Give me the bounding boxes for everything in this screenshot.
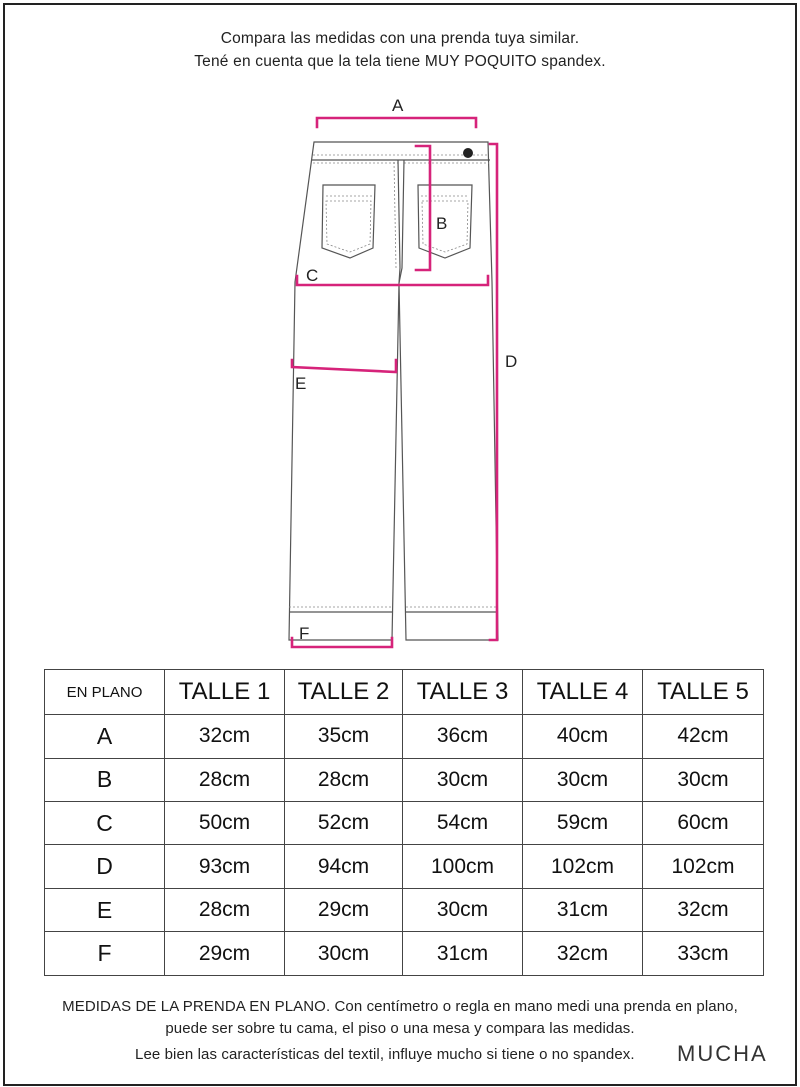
size-header: TALLE 1 — [165, 670, 285, 715]
table-cell: 50cm — [165, 802, 285, 845]
size-table — [44, 669, 764, 976]
size-table-header — [45, 670, 764, 715]
label-c: C — [306, 266, 319, 285]
row-label: B — [45, 758, 165, 801]
table-cell: 102cm — [643, 845, 764, 888]
label-d: D — [505, 352, 518, 371]
table-cell: 28cm — [165, 758, 285, 801]
row-label: E — [45, 888, 165, 931]
measure-c-line — [297, 276, 488, 285]
table-row — [45, 758, 764, 801]
table-cell: 36cm — [403, 715, 523, 758]
table-cell: 93cm — [165, 845, 285, 888]
table-cell: 42cm — [643, 715, 764, 758]
table-cell: 28cm — [165, 888, 285, 931]
table-row — [45, 802, 764, 845]
table-cell: 102cm — [523, 845, 643, 888]
row-label: C — [45, 802, 165, 845]
table-cell: 30cm — [523, 758, 643, 801]
table-row — [45, 888, 764, 931]
measure-e-line — [292, 360, 396, 372]
table-cell: 35cm — [285, 715, 403, 758]
brand-logo: MUCHA — [677, 1041, 768, 1066]
size-header: TALLE 3 — [403, 670, 523, 715]
footer-note-2: puede ser sobre tu cama, el piso o una mesa y compara las medidas. — [165, 1020, 635, 1037]
size-header: TALLE 5 — [643, 670, 764, 715]
intro-line-2: Tené en cuenta que la tela tiene MUY POQUITO spandex. — [194, 53, 606, 70]
table-cell: 40cm — [523, 715, 643, 758]
row-label: A — [45, 715, 165, 758]
footer-note-3: Lee bien las características del textil, influye mucho si tiene o no spandex. — [135, 1046, 635, 1063]
measure-a-line — [317, 118, 476, 127]
size-header: TALLE 2 — [285, 670, 403, 715]
table-cell: 54cm — [403, 802, 523, 845]
label-a: A — [392, 96, 404, 115]
table-cell: 30cm — [643, 758, 764, 801]
table-cell: 59cm — [523, 802, 643, 845]
table-cell: 29cm — [165, 932, 285, 976]
table-row — [45, 715, 764, 758]
label-b: B — [436, 214, 448, 233]
table-row — [45, 845, 764, 888]
table-row — [45, 932, 764, 976]
row-label: F — [45, 932, 165, 976]
label-f: F — [299, 624, 310, 643]
table-cell: 52cm — [285, 802, 403, 845]
size-header: TALLE 4 — [523, 670, 643, 715]
row-label: D — [45, 845, 165, 888]
footer-note-1: MEDIDAS DE LA PRENDA EN PLANO. Con centímetro o regla en mano medi una prenda en plano, — [62, 998, 738, 1015]
pants-outline — [289, 142, 498, 640]
intro-line-1: Compara las medidas con una prenda tuya similar. — [220, 30, 580, 47]
table-cell: 30cm — [285, 932, 403, 976]
table-cell: 32cm — [643, 888, 764, 931]
table-cell: 30cm — [403, 758, 523, 801]
table-corner-label: EN PLANO — [45, 670, 165, 715]
table-cell: 33cm — [643, 932, 764, 976]
table-cell: 32cm — [523, 932, 643, 976]
table-cell: 60cm — [643, 802, 764, 845]
table-cell: 32cm — [165, 715, 285, 758]
table-cell: 94cm — [285, 845, 403, 888]
label-e: E — [295, 374, 307, 393]
table-cell: 30cm — [403, 888, 523, 931]
table-cell: 31cm — [523, 888, 643, 931]
table-cell: 29cm — [285, 888, 403, 931]
table-cell: 28cm — [285, 758, 403, 801]
button-icon — [463, 148, 473, 158]
table-cell: 100cm — [403, 845, 523, 888]
table-cell: 31cm — [403, 932, 523, 976]
